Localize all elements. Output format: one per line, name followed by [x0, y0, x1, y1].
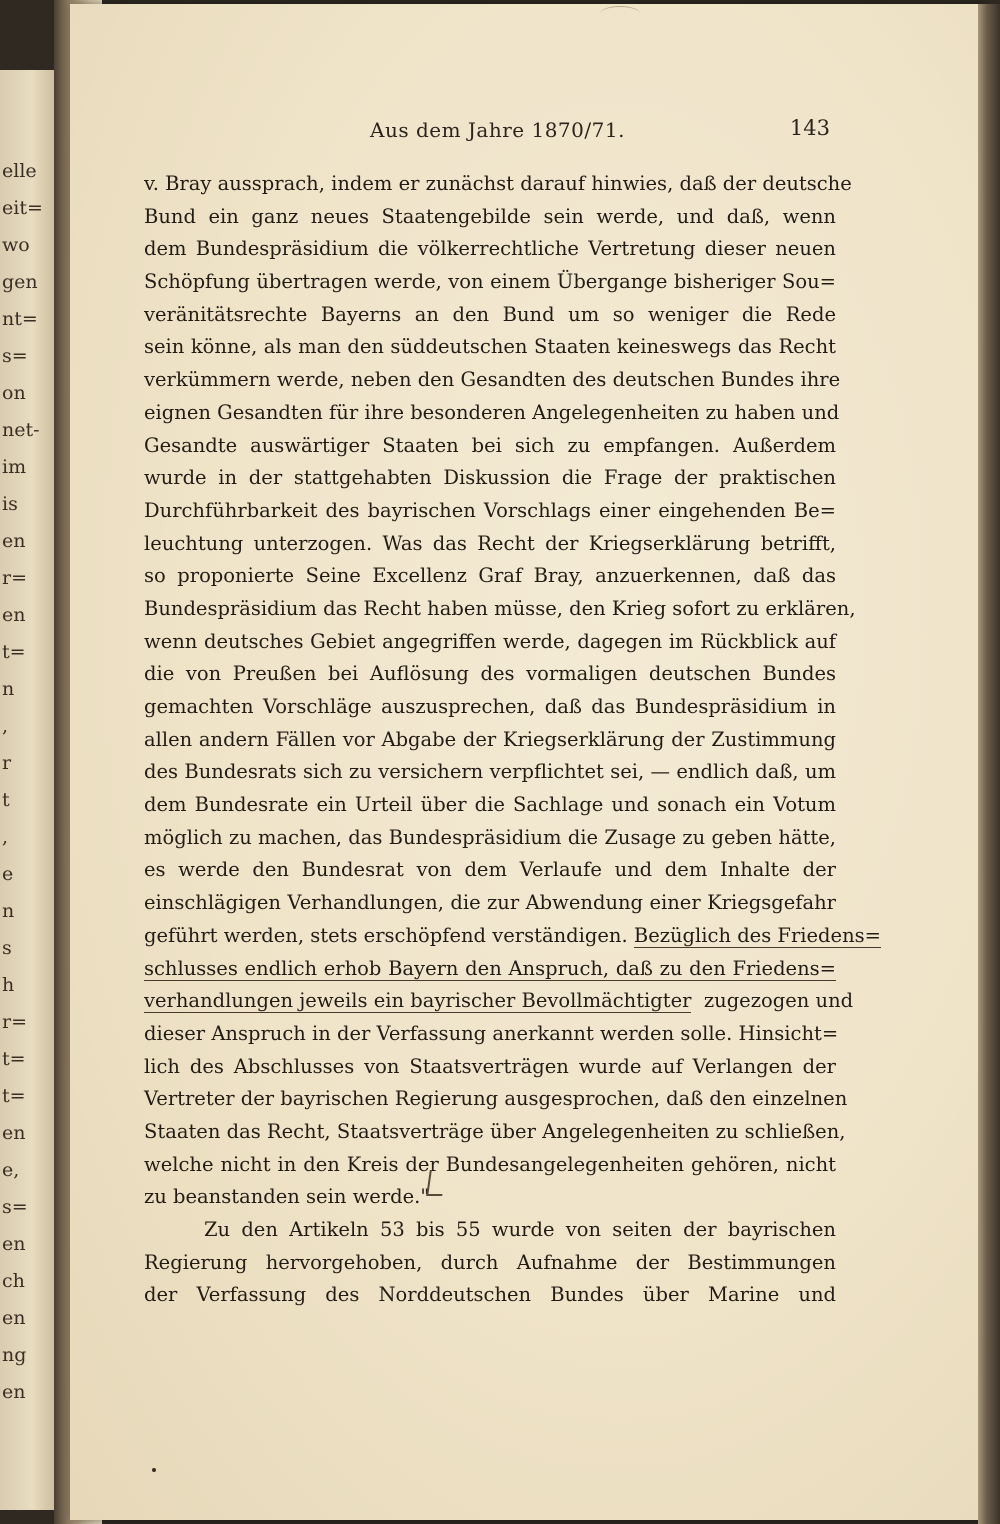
underlined-passage: Bezüglich des Friedens= [633, 923, 881, 947]
facing-page-fragment: r= [2, 567, 28, 589]
text-line: Bundespräsidium das Recht haben müsse, den Krieg sofort zu erklären, [144, 596, 856, 620]
text-line: welche nicht in den Kreis der Bundesangelegenheiten gehören, nicht [144, 1152, 836, 1176]
page-number: 143 [789, 116, 830, 140]
text-line: dem Bundespräsidium die völkerrechtliche Vertretung dieser neuen [144, 237, 836, 261]
text-line: wurde in der stattgehabten Diskussion die Frage der praktischen [144, 466, 836, 490]
facing-page-fragment: en [2, 530, 26, 552]
text-line: dem Bundesrate ein Urteil über die Sachlage und sonach ein Votum [144, 793, 836, 817]
facing-page-fragment: s= [2, 1196, 28, 1218]
facing-page-fragment: h [2, 974, 15, 996]
facing-page-fragment: e, [2, 1159, 20, 1181]
facing-page-fragment: on [2, 382, 26, 404]
facing-page-fragment: net- [2, 419, 40, 441]
page-body [144, 168, 881, 1312]
page-edge-shadow [978, 4, 1000, 1524]
text-line: wenn deutsches Gebiet angegriffen werde, dagegen im Rückblick auf [144, 629, 836, 653]
text-line: dieser Anspruch in der Verfassung anerkannt werden solle. Hinsicht= [144, 1021, 839, 1045]
text-line: allen andern Fällen vor Abgabe der Kriegserklärung der Zustimmung [144, 727, 836, 751]
text-line: Schöpfung übertragen werde, von einem Übergange bisheriger Sou= [144, 270, 836, 294]
facing-page-fragment: , [2, 715, 9, 737]
facing-page-fragment: en [2, 1381, 26, 1403]
facing-page-fragment: gen [2, 271, 38, 293]
text-line: Zu den Artikeln 53 bis 55 wurde von seiten der bayrischen [204, 1218, 836, 1241]
facing-page-fragment: wo [2, 234, 30, 256]
text-line: eignen Gesandten für ihre besonderen Angelegenheiten zu haben und [144, 400, 840, 424]
facing-page-fragment: en [2, 1122, 26, 1144]
facing-page-fragment: r= [2, 1011, 28, 1033]
text-segment: zugezogen und [703, 989, 854, 1013]
facing-page-edge [0, 70, 54, 1510]
text-line: verkümmern werde, neben den Gesandten des deutschen Bundes ihre [144, 368, 841, 392]
text-line: möglich zu machen, das Bundespräsidium die Zusage zu geben hätte, [144, 825, 836, 849]
facing-page-fragment: elle [2, 160, 37, 182]
text-line: v. Bray aussprach, indem er zunächst darauf hinwies, daß der deutsche [144, 172, 852, 195]
facing-page-fragment: ch [2, 1270, 25, 1292]
text-line: gemachten Vorschläge auszusprechen, daß das Bundespräsidium in [144, 695, 836, 718]
page-stain [600, 6, 640, 21]
facing-page-fragment: nt= [2, 308, 38, 330]
facing-page-fragment: t= [2, 1048, 26, 1070]
text-line: die von Preußen bei Auflösung des vormaligen deutschen Bundes [144, 662, 836, 686]
facing-page-fragment: en [2, 1307, 26, 1329]
text-line: der Verfassung des Norddeutschen Bundes über Marine und [144, 1283, 836, 1307]
text-line: leuchtung unterzogen. Was das Recht der Kriegserklärung betrifft, [144, 531, 836, 555]
text-line: zu beanstanden sein werde." [144, 1185, 430, 1209]
text-line: Durchführbarkeit des bayrischen Vorschlags einer eingehenden Be= [144, 498, 836, 522]
facing-page-fragment: , [2, 826, 9, 848]
dust-speck [152, 1468, 156, 1472]
text-line: einschlägigen Verhandlungen, die zur Abwendung einer Kriegsgefahr [144, 891, 836, 915]
running-head: Aus dem Jahre 1870/71. [370, 118, 625, 142]
facing-page-fragment: en [2, 1233, 26, 1255]
underlined-passage: schlusses endlich erhob Bayern den Anspruch, daß zu den Friedens= [144, 956, 836, 980]
text-line [144, 953, 836, 986]
text-line: Regierung hervorgehoben, durch Aufnahme der Bestimmungen [144, 1250, 836, 1274]
text-line: des Bundesrats sich zu versichern verpflichtet sei, — endlich daß, um [144, 760, 836, 784]
text-line [144, 920, 881, 953]
facing-page-fragment: e [2, 863, 14, 885]
facing-page-fragment: r [2, 752, 12, 774]
text-line: Vertreter der bayrischen Regierung ausgesprochen, daß den einzelnen [144, 1087, 848, 1111]
facing-page-fragment: im [2, 456, 27, 478]
text-line: Bund ein ganz neues Staatengebilde sein werde, und daß, wenn [144, 204, 836, 228]
text-line: lich des Abschlusses von Staatsverträgen wurde auf Verlangen der [144, 1054, 836, 1078]
text-line: sein könne, als man den süddeutschen Staaten keineswegs das Recht [144, 335, 836, 359]
facing-page-fragment: t= [2, 641, 26, 663]
facing-page-fragment: n [2, 678, 15, 700]
facing-page-fragment: en [2, 604, 26, 626]
page-header [70, 114, 830, 148]
text-line: es werde den Bundesrat von dem Verlaufe und dem Inhalte der [144, 858, 836, 882]
text-line: so proponierte Seine Excellenz Graf Bray, anzuerkennen, daß das [144, 564, 836, 588]
facing-page-fragment: t [2, 789, 10, 811]
facing-page-fragment: ng [2, 1344, 27, 1366]
text-segment: geführt werden, stets erschöpfend verständigen. [144, 923, 628, 947]
text-line: Gesandte auswärtiger Staaten bei sich zu empfangen. Außerdem [144, 433, 836, 457]
facing-page-fragment: is [2, 493, 18, 515]
underlined-passage: verhandlungen jeweils ein bayrischer Bevollmächtigter [144, 989, 692, 1013]
facing-page-fragment: eit= [2, 197, 43, 219]
text-line [144, 985, 854, 1018]
facing-page-fragment: n [2, 900, 15, 922]
text-line: veränitätsrechte Bayerns an den Bund um so weniger die Rede [144, 302, 836, 326]
facing-page-fragment: s= [2, 345, 28, 367]
text-line: Staaten das Recht, Staatsverträge über Angelegenheiten zu schließen, [144, 1119, 846, 1143]
facing-page-fragment: t= [2, 1085, 26, 1107]
facing-page-fragment: s [2, 937, 12, 959]
